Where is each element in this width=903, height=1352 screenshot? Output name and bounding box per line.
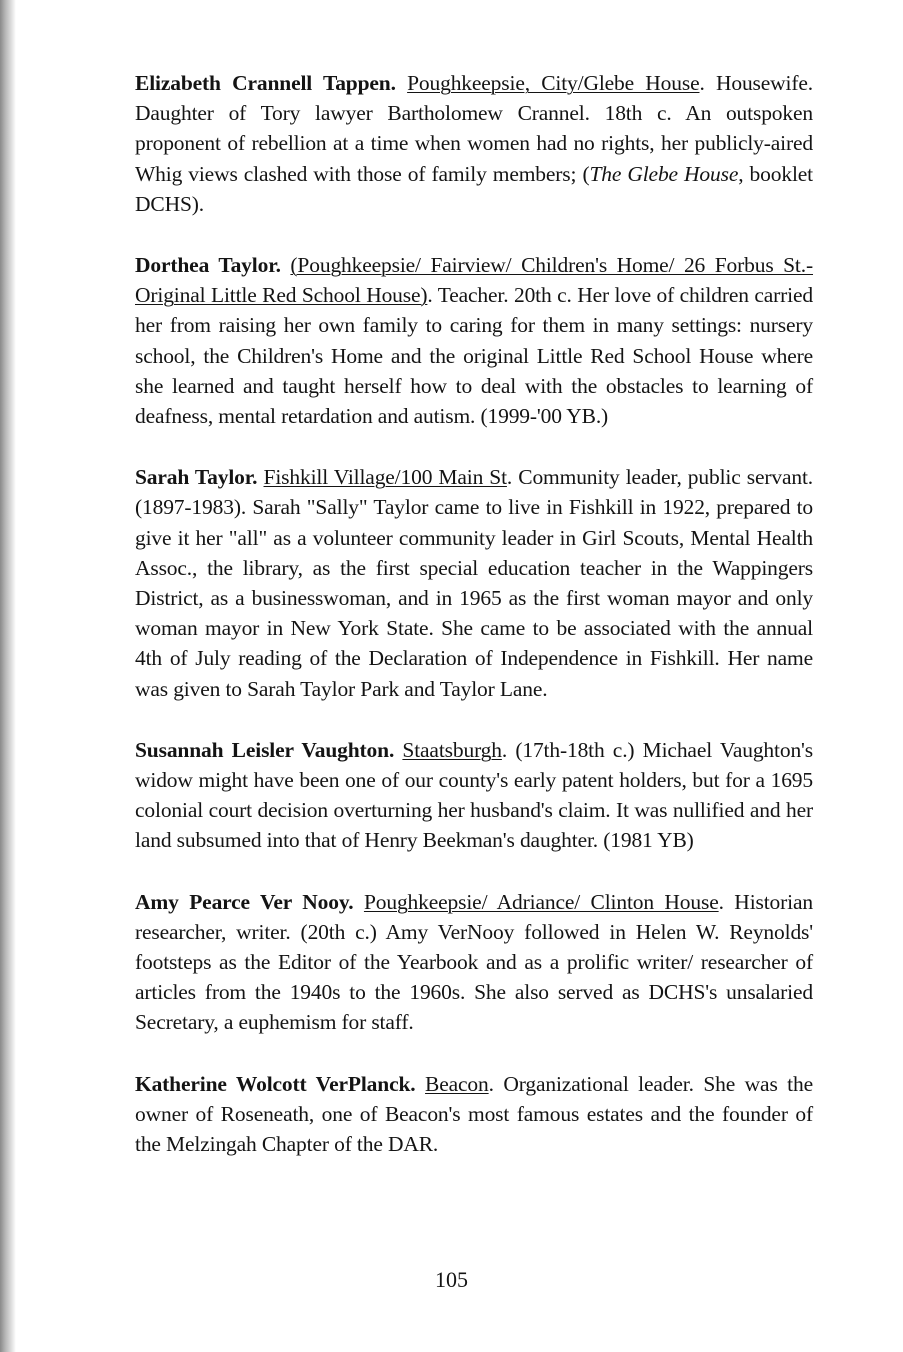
entry-text: Organizational leader. She was the owner of Roseneath, one of Beacon's most famous estates and the founder of the Melzingah Chapter of the DAR.: [135, 1071, 814, 1157]
entry-name: Dorthea Taylor.: [135, 253, 281, 278]
entry-text: (17th-18th c.) Michael Vaughton's widow might have been one of our county's early patent holders, but for a 1695 colonial court decision overturning her husband's claim. It was nullified and her land subsumed into that of Henry Beekman's daughter. (1981 YB): [135, 737, 814, 853]
entry-amy-pearce-ver-nooy: [135, 887, 813, 1038]
entry-place-punct: .: [488, 1071, 494, 1096]
page-binding-shadow: [0, 0, 16, 1352]
entry-sarah-taylor: [135, 462, 813, 704]
page-number: 105: [435, 1267, 468, 1292]
entry-dorthea-taylor: [135, 250, 813, 431]
entry-place: Beacon: [425, 1071, 489, 1096]
entry-place: Poughkeepsie, City/Glebe House: [407, 71, 700, 95]
entry-place-punct: .: [699, 71, 705, 95]
entry-text: Historian researcher, writer. (20th c.) Amy VerNooy followed in Helen W. Reynolds' footsteps as the Editor of the Yearbook and as a prolific writer/ researcher of articles from the 1940s to the 1960s. She also served as DCHS's unsalaried Secretary, a euphemism for staff.: [135, 889, 813, 1035]
entry-text: Teacher. 20th c. Her love of children carried her from raising her own family to caring for them in many settings: nursery school, the Children's Home and the original Little Red School House where she learned and taught herself how to deal with the obstacles to learning of deafness, mental retardation and autism. (1999-'00 YB.): [135, 283, 813, 429]
entry-text: Housewife. Daughter of Tory lawyer Bartholomew Crannel. 18th c. An outspoken proponent of rebellion at a time when women had no rights, her publicly-aired Whig views clashed with those of family members; (: [135, 71, 813, 186]
entry-text-end: , booklet DCHS).: [135, 161, 813, 216]
entry-name: Susannah Leisler Vaughton.: [135, 737, 395, 762]
entry-elizabeth-crannell-tappen: [135, 68, 813, 219]
entry-katherine-wolcott-verplanck: [135, 1069, 813, 1160]
entry-name: Katherine Wolcott VerPlanck.: [135, 1071, 416, 1096]
entry-place-punct: .: [506, 465, 513, 490]
page-body: [135, 68, 813, 1190]
entry-name: Elizabeth Crannell Tappen.: [135, 71, 396, 95]
entry-text: Community leader, public servant.(1897-1983). Sarah "Sally" Taylor came to live in Fishkill in 1922, prepared to give it her "all" as a volunteer community leader in Girl Scouts, Mental Health Assoc., the library, as the first special education teacher in the Wappingers District, as a businesswoman, and in 1965 as the first woman mayor and only woman mayor in New York State. She came to be associated with the annual 4th of July reading of the Declaration of Independence in Fishkill. Her name was given to Sarah Taylor Park and Taylor Lane.: [135, 465, 813, 701]
entry-place: Staatsburgh: [402, 737, 502, 762]
entry-name: Amy Pearce Ver Nooy.: [135, 889, 354, 914]
entry-place-punct: .: [427, 283, 433, 308]
entry-susannah-leisler-vaughton: [135, 735, 813, 856]
entry-place: (Poughkeepsie/ Fairview/ Children's Home/ 26 Forbus St.- Original Little Red School House): [135, 253, 813, 308]
entry-italic-title: The Glebe House: [589, 161, 739, 186]
entry-place-punct: .: [501, 737, 508, 762]
entry-name: Sarah Taylor.: [135, 465, 258, 490]
entry-place: Poughkeepsie/ Adriance/ Clinton House: [363, 889, 719, 914]
entry-place: Fishkill Village/100 Main St: [263, 465, 507, 490]
entry-place-punct: .: [718, 889, 724, 914]
